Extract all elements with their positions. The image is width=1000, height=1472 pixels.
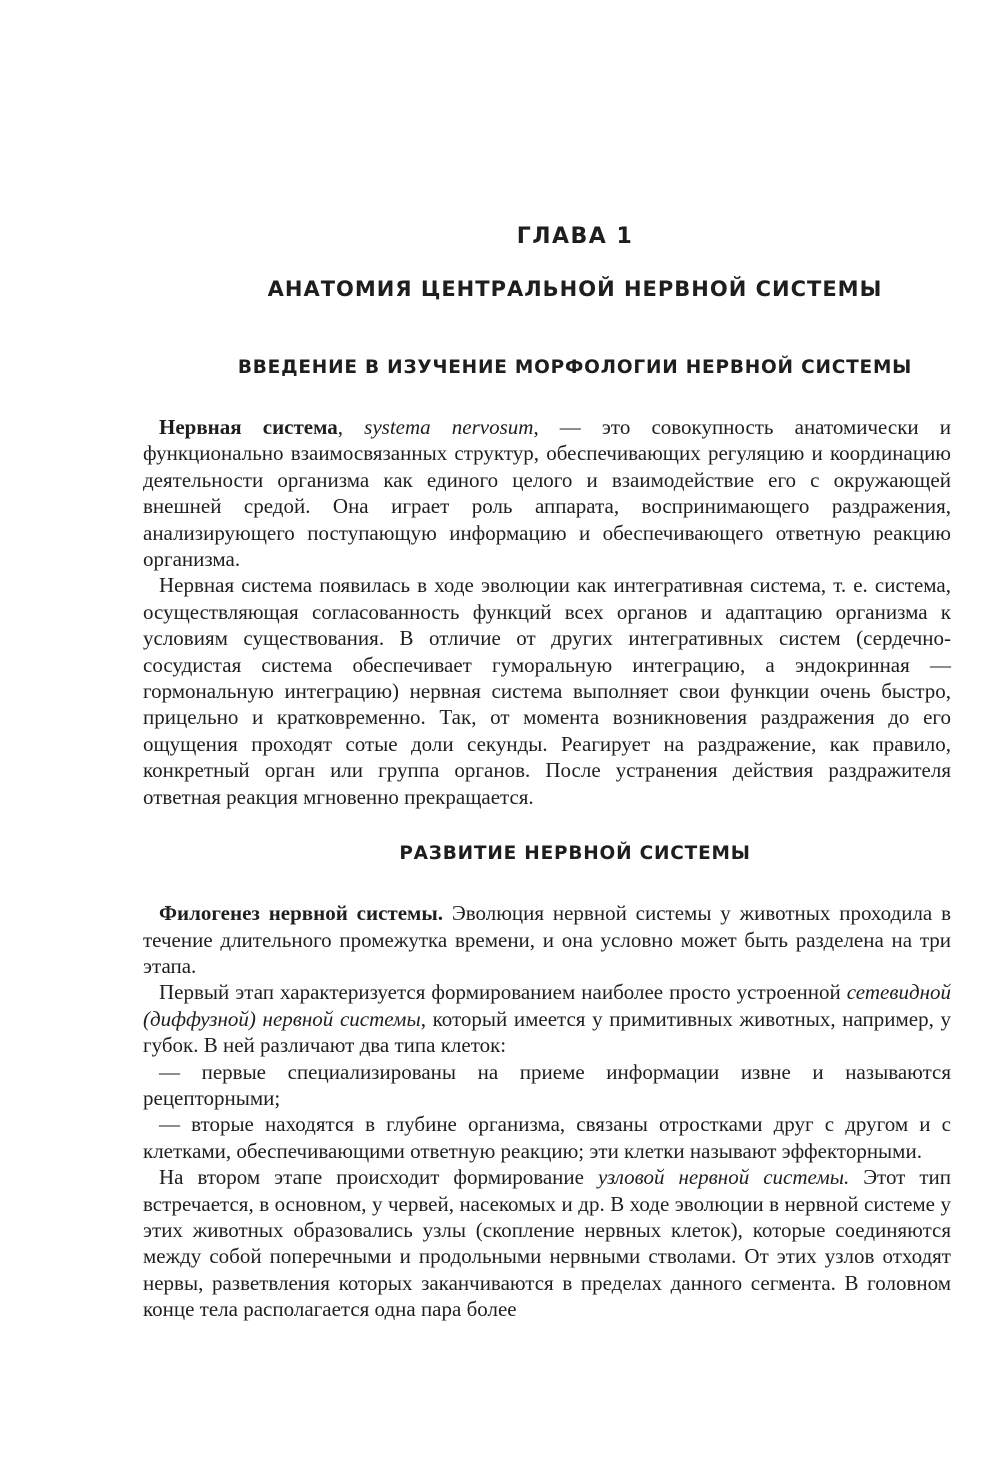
paragraph-first-stage [143, 979, 951, 1058]
first-stage-text-end: , который имеется у примитивных животных, например, у губок. В ней различают два типа клеток: [143, 1006, 951, 1058]
chapter-title: АНАТОМИЯ ЦЕНТРАЛЬНОЙ НЕРВНОЙ СИСТЕМЫ [267, 277, 883, 301]
term-phylogenesis: Филогенез нервной системы. [159, 901, 444, 926]
second-stage-text-start: На втором этапе происходит формирование [159, 1165, 598, 1190]
term-nodal-system: узловой нервной системы. [597, 1165, 850, 1190]
paragraph-second-stage [143, 1164, 951, 1322]
list-item-receptor: — первые специализированы на приеме информации извне и называются рецепторными; [143, 1059, 951, 1110]
second-stage-text-end: Этот тип встречается, в основном, у червей, насекомых и др. В ходе эволюции в нервной системе у этих животных образовались узлы (скопление нервных клеток), которые соединяются между собой поперечными и продольными нервными стволами. От этих узлов отходят нервы, разветвления которых заканчиваются в пределах данного сегмента. В головном конце тела располагается одна пара более [143, 1165, 952, 1322]
paragraph-integrative-system: Нервная система появилась в ходе эволюции как интегративная система, т. е. система, осуществляющая согласованность функций всех органов и адаптацию организма к условиям существования. В отличие от других интегративных систем (сердечно-сосудистая система обеспечивает гуморальную интеграцию, а эндокринная — гормональную интеграцию) нервная система выполняет свои функции очень быстро, прицельно и кратковременно. Так, от момента возникновения раздражения до его ощущения проходят сотые доли секунды. Реагирует на раздражение, как правило, конкретный орган или группа органов. После устранения действия раздражителя ответная реакция мгновенно прекращается. [143, 573, 951, 809]
term-diffuse-system: сетевидной (диффузной) нервной системы [143, 980, 951, 1031]
term-separator: , [337, 415, 365, 439]
term-nervous-system: Нервная система [159, 415, 338, 439]
paragraph-definition [143, 414, 951, 572]
phylogenesis-text: Эволюция нервной системы у животных проходила в течение длительного промежутка времени, и она условно может быть разделена на три этапа. [143, 901, 952, 978]
first-stage-text-start: Первый этап характеризуется формированием наиболее просто устроенной [159, 980, 847, 1005]
chapter-label: ГЛАВА 1 [516, 224, 634, 249]
definition-text: , — это совокупность анатомически и функционально взаимосвязанных структур, обеспечивающих регуляцию и координацию деятельности организма как единого целого и взаимодействие его с окружающей внешней средой. Она играет роль аппарата, воспринимающего раздражения, анализирующего поступающую информацию и обеспечивающего ответную реакцию организма. [143, 415, 952, 572]
book-page [143, 222, 951, 1323]
section-title-development: РАЗВИТИЕ НЕРВНОЙ СИСТЕМЫ [399, 843, 751, 865]
section-title-introduction: ВВЕДЕНИЕ В ИЗУЧЕНИЕ МОРФОЛОГИИ НЕРВНОЙ СИСТЕМЫ [237, 357, 913, 378]
list-item-effector: — вторые находятся в глубине организма, связаны отростками друг с другом и с клетками, обеспечивающими ответную реакцию; эти клетки называют эффекторными. [143, 1112, 951, 1163]
paragraph-phylogenesis [143, 900, 951, 979]
latin-term: systema nervosum [364, 415, 534, 439]
